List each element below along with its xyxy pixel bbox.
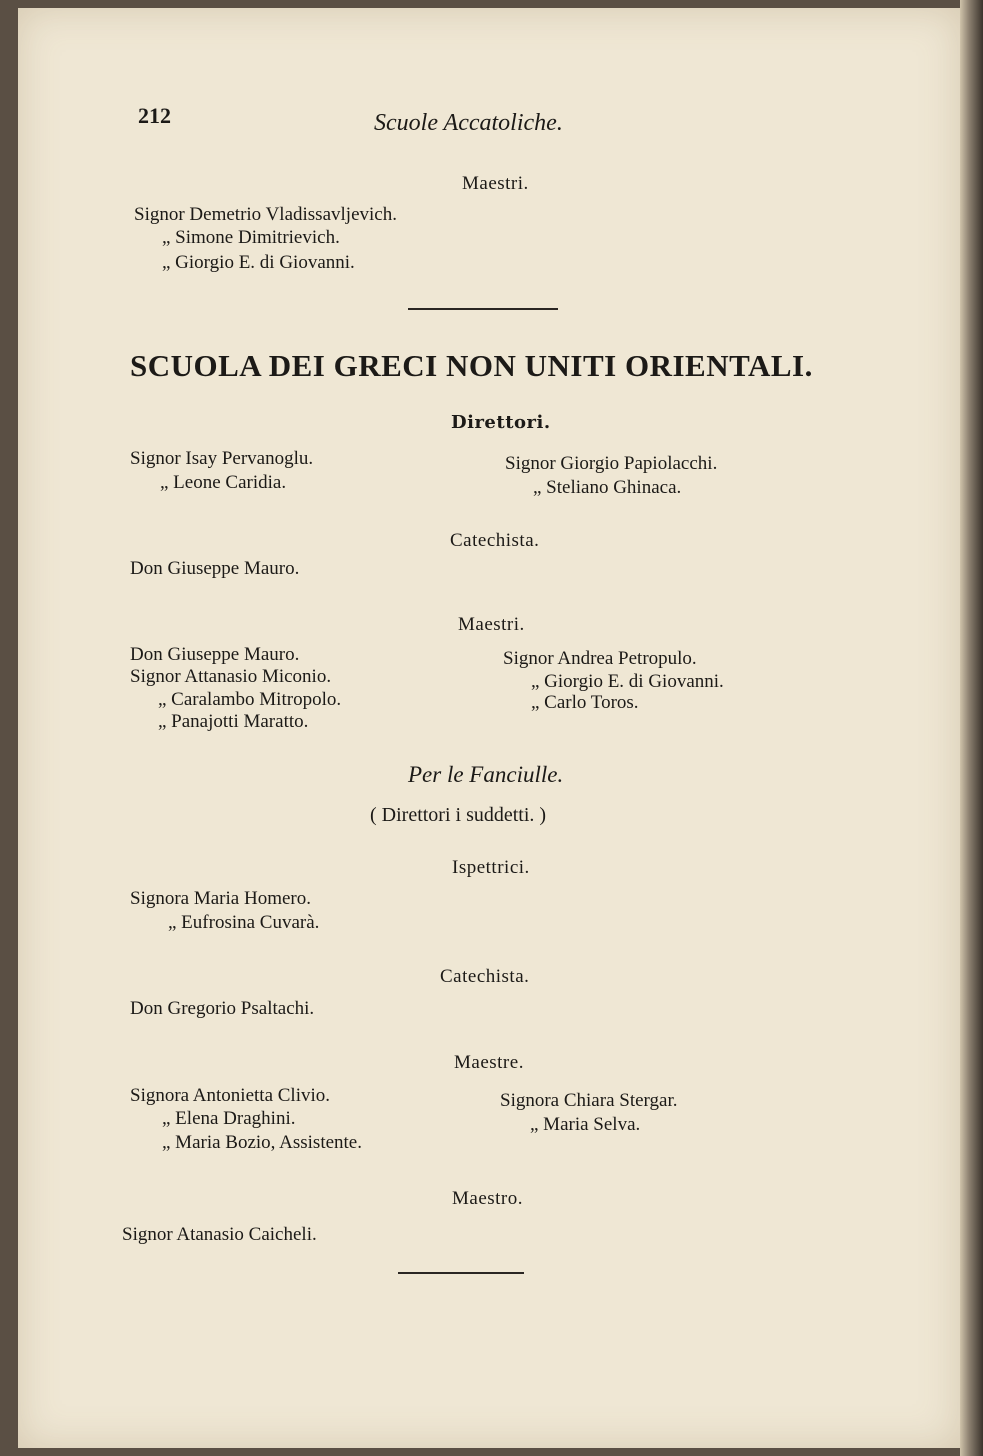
list-item: Signor Atanasio Caicheli.	[122, 1224, 317, 1245]
section-heading-maestri: Maestri.	[462, 173, 529, 194]
list-item: Signora Maria Homero.	[130, 888, 311, 909]
section-heading-maestre: Maestre.	[454, 1052, 524, 1073]
school-title: SCUOLA DEI GRECI NON UNITI ORIENTALI.	[130, 348, 813, 383]
list-item: „ Caralambo Mitropolo.	[158, 689, 342, 710]
list-item: Don Giuseppe Mauro.	[130, 644, 300, 665]
list-item: Don Giuseppe Mauro.	[130, 558, 300, 579]
list-item: Signor Andrea Petropulo.	[503, 648, 697, 669]
book-page-edge	[960, 0, 983, 1456]
divider-rule	[398, 1272, 524, 1274]
list-item: „ Leone Caridia.	[160, 472, 287, 493]
section-heading-catechista: Catechista.	[440, 966, 530, 987]
list-item: Signor Giorgio Papiolacchi.	[505, 453, 718, 474]
list-item: „ Carlo Toros.	[531, 692, 639, 713]
list-item: „ Maria Selva.	[530, 1114, 641, 1135]
list-item: „ Simone Dimitrievich.	[162, 227, 340, 248]
list-item: Signor Attanasio Miconio.	[130, 666, 332, 687]
list-item: „ Giorgio E. di Giovanni.	[162, 252, 355, 273]
list-item: „ Steliano Ghinaca.	[533, 477, 682, 498]
list-item: Signora Chiara Stergar.	[500, 1090, 678, 1111]
running-title: Scuole Accatoliche.	[374, 110, 563, 136]
list-item: Signora Antonietta Clivio.	[130, 1085, 331, 1106]
section-heading-maestro: Maestro.	[452, 1188, 524, 1209]
section-heading-maestri: Maestri.	[458, 614, 525, 635]
list-item: „ Elena Draghini.	[162, 1108, 296, 1129]
section-heading-fanciulle: Per le Fanciulle.	[408, 762, 564, 787]
page-number: 212	[138, 103, 171, 128]
list-item: „ Maria Bozio, Assistente.	[162, 1132, 362, 1153]
list-item: Signor Isay Pervanoglu.	[130, 448, 314, 469]
list-item: Signor Demetrio Vladissavljevich.	[134, 204, 397, 225]
list-item: „ Panajotti Maratto.	[158, 711, 309, 732]
fanciulle-note: ( Direttori i suddetti. )	[370, 804, 547, 826]
list-item: „ Giorgio E. di Giovanni.	[531, 671, 724, 692]
list-item: Don Gregorio Psaltachi.	[130, 998, 315, 1019]
book-page	[18, 8, 960, 1448]
section-heading-ispettrici: Ispettrici.	[452, 857, 530, 878]
list-item: „ Eufrosina Cuvarà.	[168, 912, 320, 933]
divider-rule	[408, 308, 558, 310]
section-heading-direttori: Direttori.	[451, 412, 551, 433]
section-heading-catechista: Catechista.	[450, 530, 540, 551]
